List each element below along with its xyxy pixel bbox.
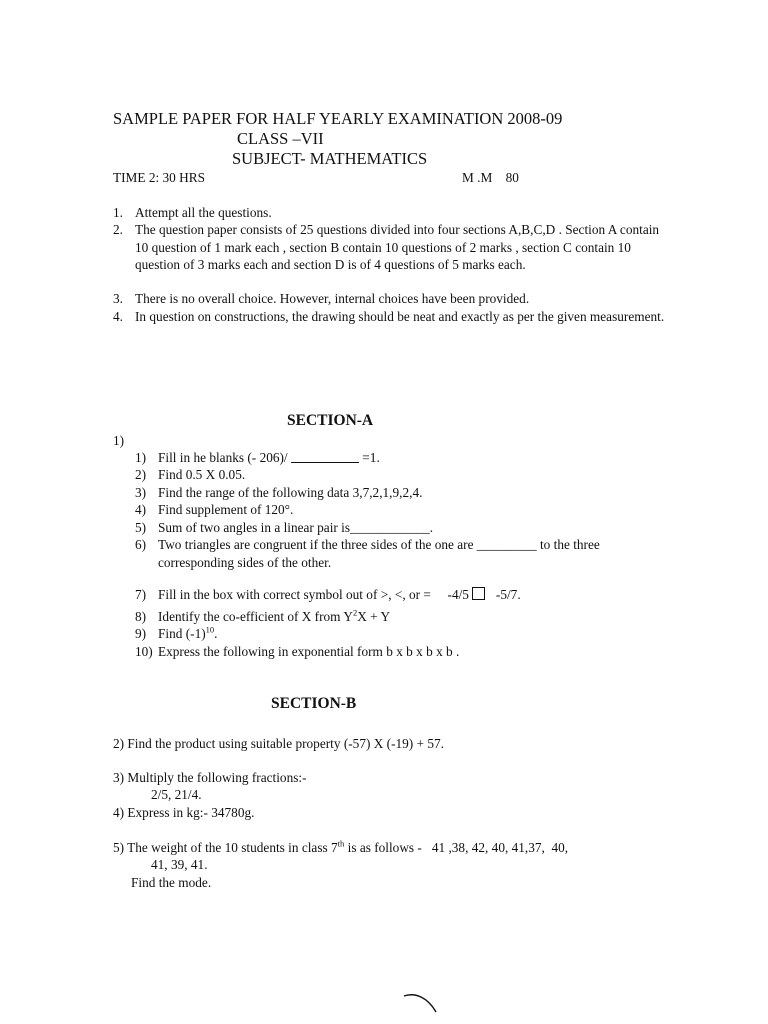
question-3-values: 2/5, 21/4. (151, 787, 202, 802)
pen-mark (402, 990, 442, 1016)
exam-page: SAMPLE PAPER FOR HALF YEARLY EXAMINATION 2008-09 CLASS –VII SUBJECT- MATHEMATICS TIME 2: 30 HRS M .M 80 1. Attempt all the questions. 2. The question paper consists of 25 questions divided into four sections A,B,C,D . Section A contain 10 question of 1 mark each , section B contain 10 questions of 2 marks , section C contain 10 question of 3 marks each and section D is of 4 questions of 5 marks each. 3. There is no overall choice. However, internal choices have been provided. 4. In question on constructions, the drawing should be neat and exactly as per the given measurement. SECTION-A 1) 1) Fill in he blanks (- 206)/ =1. 2) Find 0.5 X 0.05. 3) Find the range of the following data 3,7,2,1,9,2,4. 4) Find supplement of 120°. 5) Sum of two angles in a linear pair is____________. 6) Two triangles are congruent if the three sides of the one are _________ to the three corresponding sides of the other. 7) Fill in the box with correct symbol out of >, <, or = -4/5 -5/7. 8) Identify the co-efficient of X from $Y^2X + Y$ 9) Find $(-1)^{10}$. 10) Express the following in exponential form b x b x b x b . SECTION-B 2) Find the product using suitable property (-57) X (-19) + 57. 3) Multiply the following fractions:- 2/5, 21/4. 4) Express in kg:- 34780g. 5) The weight of the 10 students in class 7th is as follows - 41 ,38, 42, 40, 41,37, 40, 41, 39, 41. Find the mode. (0, 0, 768, 1024)
section-b-title: SECTION-B (271, 695, 357, 712)
question-2: 2) Find the product using suitable property (-57) X (-19) + 57. (113, 736, 444, 751)
subject-label: SUBJECT- MATHEMATICS (232, 149, 428, 168)
section-a-title: SECTION-A (287, 412, 374, 429)
paper-title: SAMPLE PAPER FOR HALF YEARLY EXAMINATION 2008-09 (113, 109, 563, 128)
question-5-continued: 41, 39, 41. (151, 857, 208, 872)
question-5: 5) The weight of the 10 students in class 7th is as follows - 41 ,38, 42, 40, 41,37, 40, (113, 838, 569, 855)
question-4: 4) Express in kg:- 34780g. (113, 805, 255, 820)
time-label: TIME 2: 30 HRS (113, 170, 205, 185)
question-number: 1) (113, 433, 125, 448)
answer-blank (291, 451, 359, 463)
class-label: CLASS –VII (237, 129, 324, 148)
question-5-find: Find the mode. (131, 875, 212, 890)
answer-box (472, 587, 485, 600)
question-3: 3) Multiply the following fractions:- (113, 770, 307, 785)
max-marks-label: M .M 80 (462, 170, 519, 185)
